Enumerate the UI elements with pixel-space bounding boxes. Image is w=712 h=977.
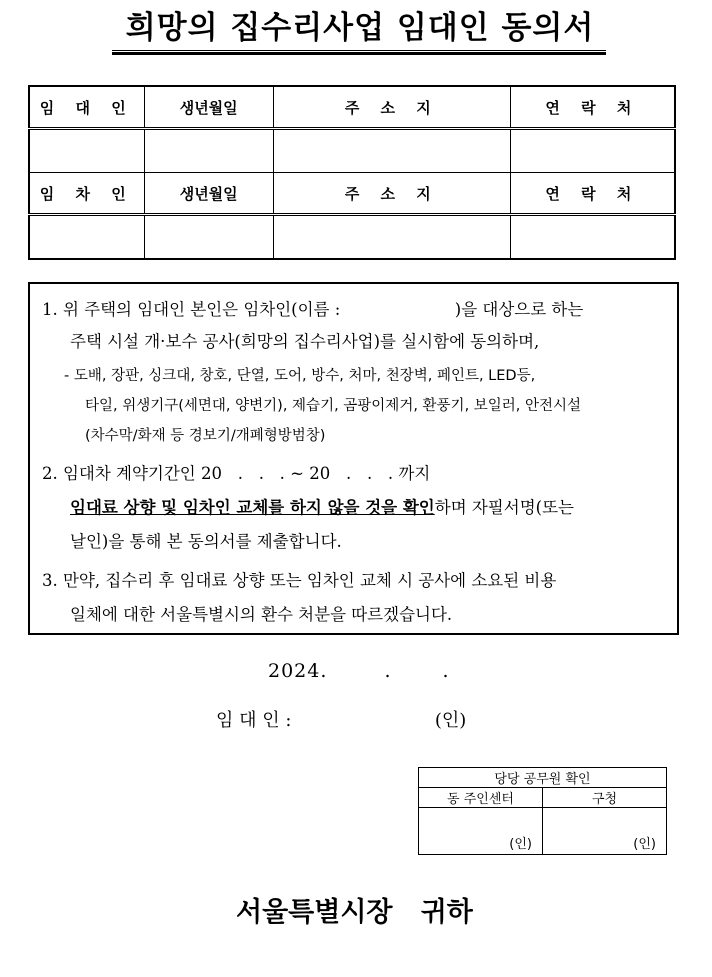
date-day-dot: . xyxy=(442,660,450,682)
contact-label: 연 락 처 xyxy=(510,86,675,129)
landlord-address-field[interactable] xyxy=(273,129,510,173)
item3-line2: 일체에 대한 서울특별시의 환수 처분을 따르겠습니다. xyxy=(70,605,453,624)
birthdate-label: 생년월일 xyxy=(144,86,273,129)
landlord-values-row xyxy=(29,129,675,173)
tenant-label: 임 차 인 xyxy=(29,173,144,215)
tenant-header-row xyxy=(29,173,675,215)
landlord-header-row xyxy=(29,86,675,129)
item1-line1 xyxy=(42,296,583,320)
landlord-name-field[interactable] xyxy=(29,129,144,173)
item1-sub-line3: (차수막/화재 등 경보기/개폐형방범창) xyxy=(85,428,326,444)
item1-text-a: 1. 위 주택의 임대인 본인은 임차인(이름 : xyxy=(42,300,341,319)
birthdate-label: 생년월일 xyxy=(144,173,273,215)
item2-text: 하며 자필서명(또는 xyxy=(434,498,574,517)
address-label: 주 소 지 xyxy=(273,86,510,129)
landlord-label: 임 대 인 xyxy=(29,86,144,129)
tenant-name-field[interactable] xyxy=(29,215,144,260)
item1-sub-line2: 타일, 위생기구(세면대, 양변기), 제습기, 곰팡이제거, 환풍기, 보일러, 안전시설 xyxy=(85,398,582,414)
seal-mark: (인) xyxy=(434,710,467,731)
party-info-table xyxy=(28,85,676,260)
landlord-birthdate-field[interactable] xyxy=(144,129,273,173)
consent-box xyxy=(28,282,679,635)
item2-emphasis: 임대료 상향 및 임차인 교체를 하지 않을 것을 확인 xyxy=(70,498,435,517)
addressee: 서울특별시장 귀하 xyxy=(236,897,473,928)
tenant-values-row xyxy=(29,215,675,260)
signer-label: 임 대 인 : xyxy=(216,710,292,731)
item1-line2: 주택 시설 개·보수 공사(희망의 집수리사업)를 실시함에 동의하며, xyxy=(70,332,540,351)
contact-label: 연 락 처 xyxy=(510,173,675,215)
officer-table-title: 당당 공무원 확인 xyxy=(419,768,667,788)
date-line xyxy=(268,660,450,682)
document-title: 희망의 집수리사업 임대인 동의서 xyxy=(125,10,595,46)
community-center-label: 동 주인센터 xyxy=(419,788,543,808)
item2-line3: 날인)을 통해 본 동의서를 제출합니다. xyxy=(70,532,342,551)
item3-line1: 3. 만약, 집수리 후 임대료 상향 또는 임차인 교체 시 공사에 소요된 비용 xyxy=(42,571,557,590)
date-year: 2024. xyxy=(268,660,328,682)
tenant-birthdate-field[interactable] xyxy=(144,215,273,260)
tenant-contact-field[interactable] xyxy=(510,215,675,260)
district-office-seal[interactable]: (인) xyxy=(543,808,667,855)
district-office-label: 구청 xyxy=(543,788,667,808)
community-center-seal[interactable]: (인) xyxy=(419,808,543,855)
officer-confirmation-table xyxy=(418,767,667,855)
item1-text-b: )을 대상으로 하는 xyxy=(454,300,584,319)
tenant-address-field[interactable] xyxy=(273,215,510,260)
landlord-signature-line xyxy=(216,706,516,732)
address-label: 주 소 지 xyxy=(273,173,510,215)
item2-line2 xyxy=(70,494,574,518)
item1-sub-line1: - 도배, 장판, 싱크대, 창호, 단열, 도어, 방수, 처마, 천장벽, 페인트, LED등, xyxy=(64,368,536,384)
landlord-contact-field[interactable] xyxy=(510,129,675,173)
item2-line1: 2. 임대차 계약기간인 20 . . . ~ 20 . . . 까지 xyxy=(42,464,431,483)
title-underline xyxy=(112,50,606,55)
date-month-dot: . xyxy=(384,660,392,682)
